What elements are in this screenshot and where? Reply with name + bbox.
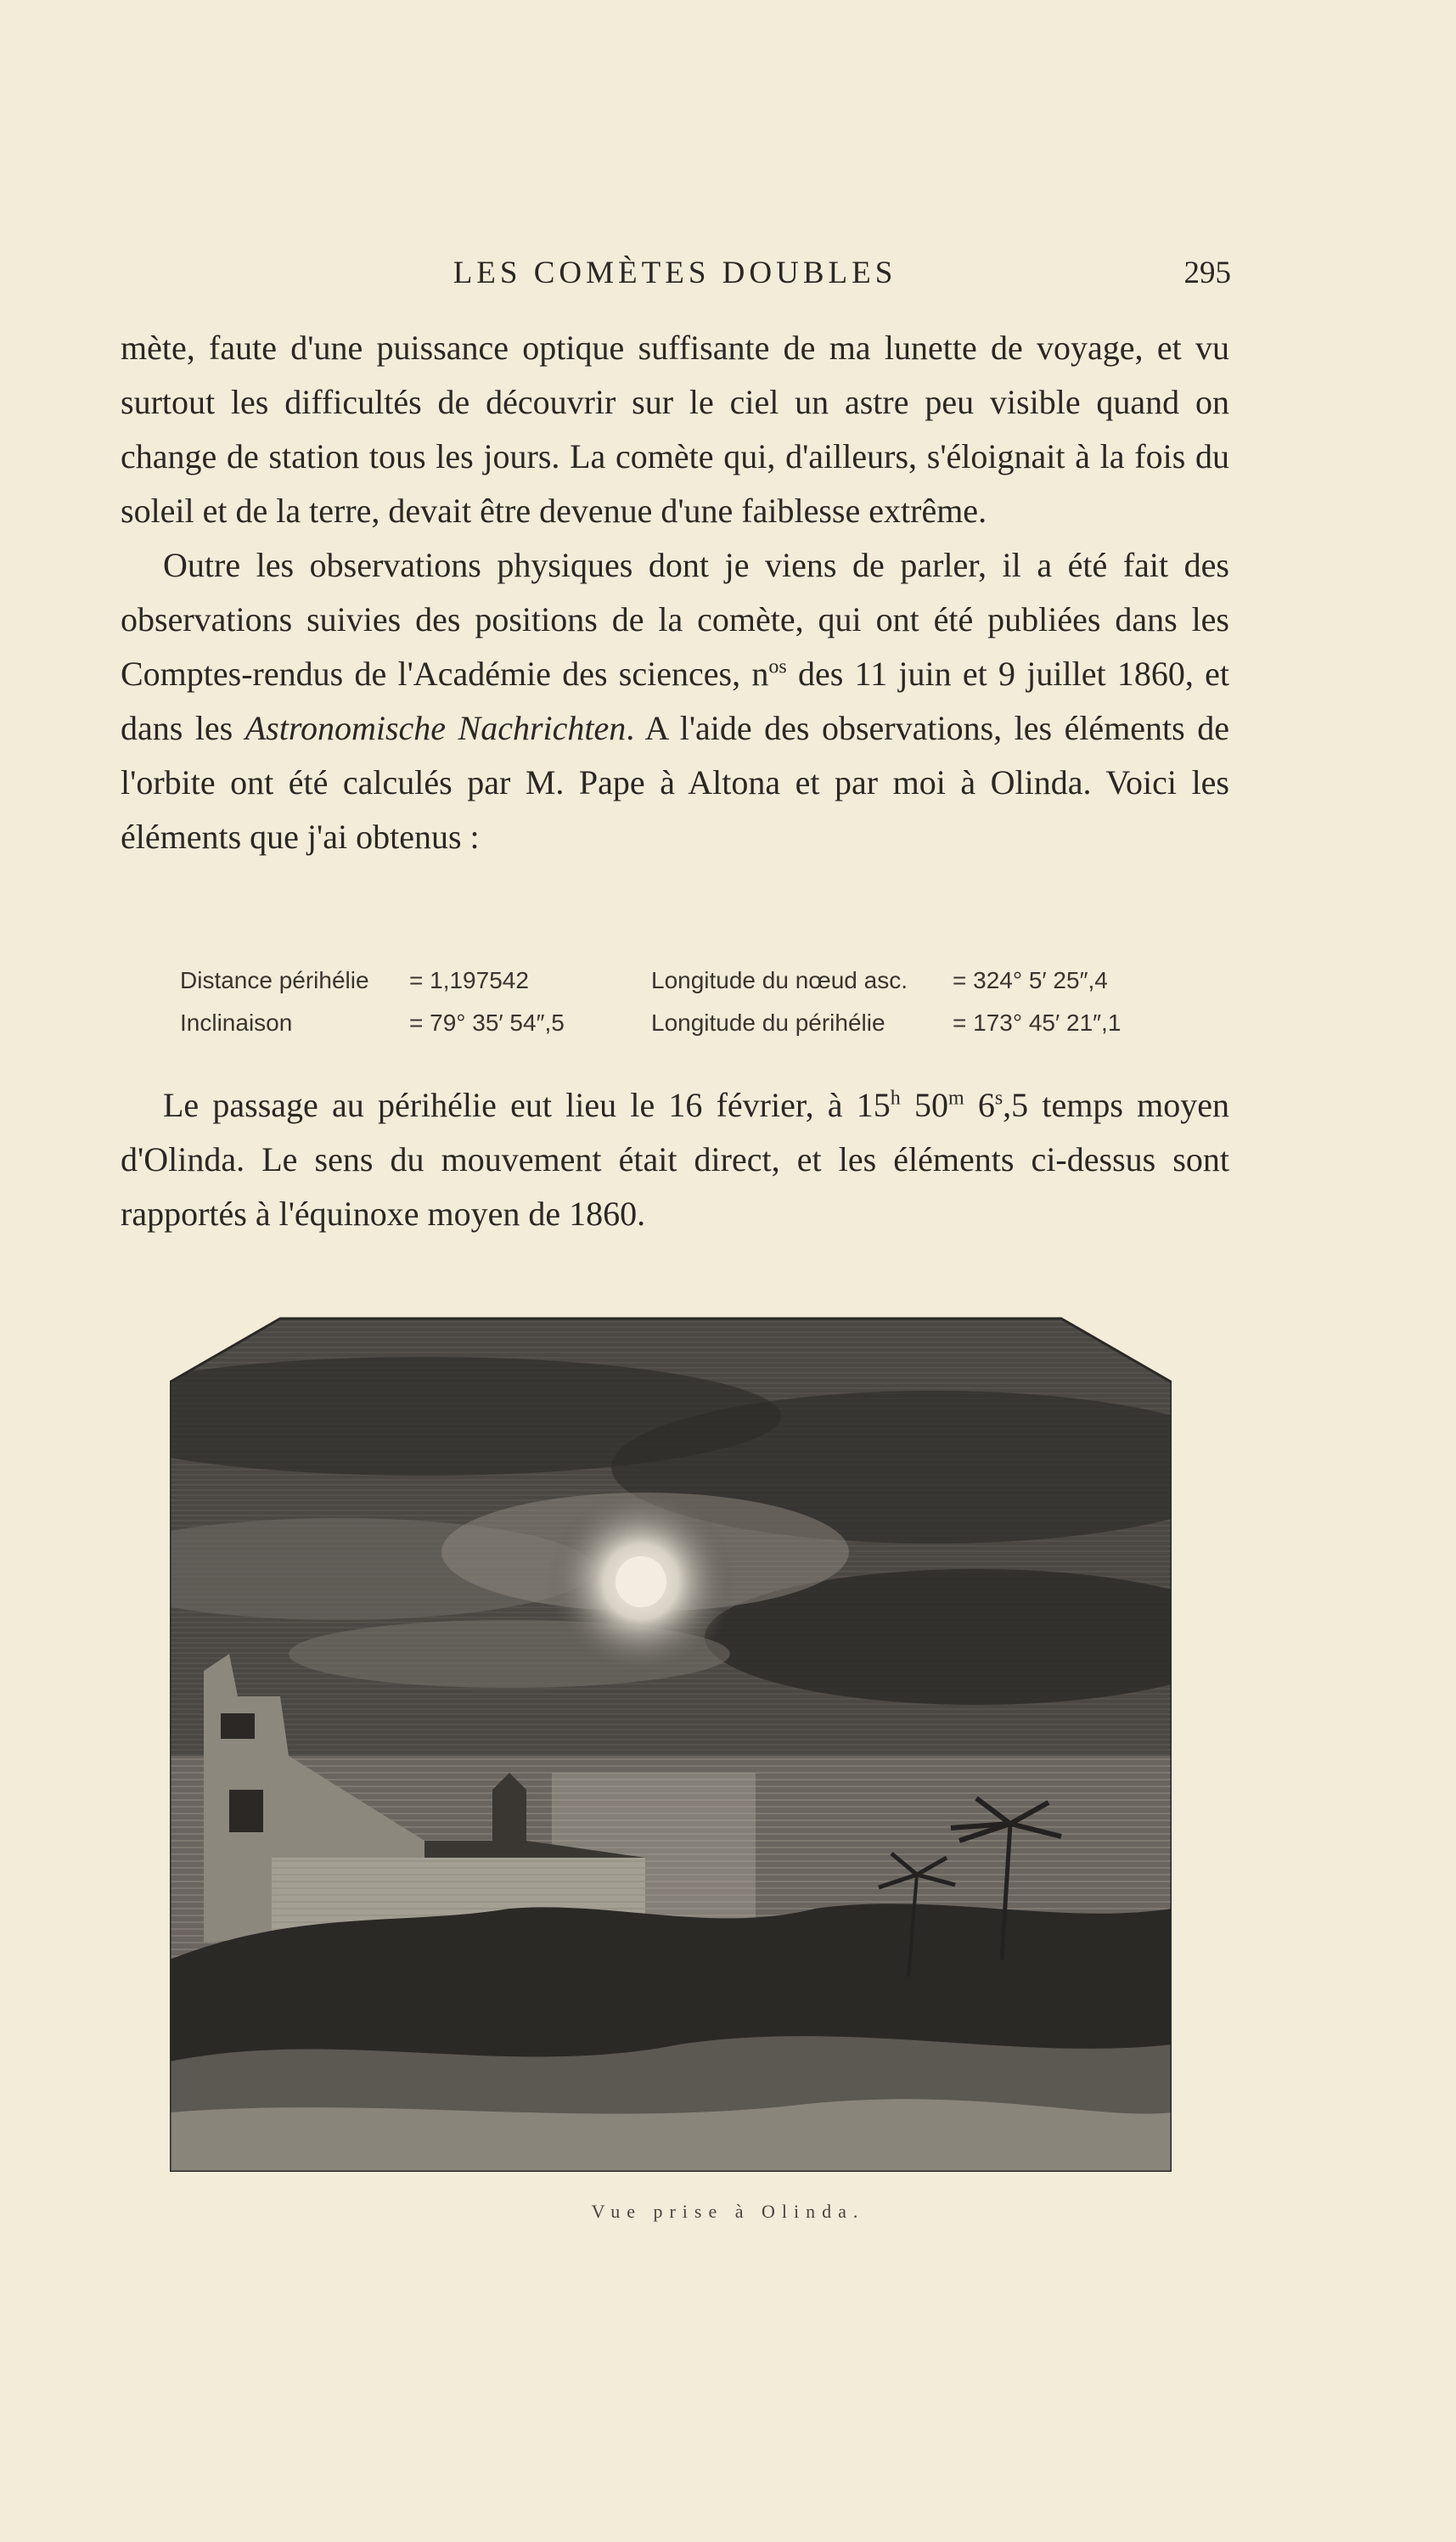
elements-row	[180, 1002, 1199, 1044]
running-title: LES COMÈTES DOUBLES	[453, 256, 897, 290]
element-label: Longitude du nœud asc.	[651, 967, 908, 993]
figure-caption: Vue prise à Olinda.	[591, 2201, 865, 2222]
element-label: Distance périhélie	[180, 967, 369, 993]
element-label: Inclinaison	[180, 1009, 293, 1036]
element-label: Longitude du périhélie	[651, 1009, 885, 1036]
para1-line: quand on change de station tous les jours. La comète qui, d'ailleurs,	[121, 383, 1229, 475]
para3-text-4: ,5 temps moyen d'Olinda. Le sens du mouvement était direct, et les éléments ci-dessus sont rapportés à l'équinoxe moyen de 1860.	[121, 1086, 1229, 1233]
engraving-illustration	[170, 1314, 1172, 2172]
orbital-elements-table	[180, 959, 1199, 1044]
para2-text-b: des 11 juin et 9 juillet 1860, et dans les	[121, 655, 1229, 747]
body-text	[121, 321, 1229, 864]
para2-text-a: Outre les observations physiques dont je viens de parler, il a été fait des observations suivies des positions de la comète, qui ont été publiées dans les Comptes-rendus de l'Académie des sciences, n	[121, 546, 1229, 693]
para3-text-1: Le passage au périhélie eut lieu le 16 février, à 15	[163, 1086, 891, 1124]
para1-line: faiblesse extrême.	[741, 492, 987, 530]
para3-text-3: 6	[964, 1086, 995, 1124]
journal-title: Astronomische Nachrichten	[245, 709, 627, 747]
paragraph-continuation	[121, 321, 1229, 538]
element-value: = 173° 45′ 21″,1	[953, 1009, 1122, 1036]
para1-line: et vu surtout les difficultés de découvrir sur le ciel un astre peu visible	[121, 329, 1230, 421]
running-head	[119, 255, 1231, 297]
page-number: 295	[1183, 256, 1231, 290]
element-value: = 79° 35′ 54″,5	[409, 1009, 565, 1036]
element-value: = 324° 5′ 25″,4	[953, 967, 1108, 993]
para1-line: mète, faute d'une puissance optique suffisante de ma lunette de voyage,	[121, 329, 1157, 367]
para2-sup: os	[768, 655, 787, 678]
para3-sup-m: m	[947, 1087, 964, 1110]
element-value: = 1,197542	[409, 967, 529, 993]
para1-line: s'éloignait à la fois du soleil et de la terre, devait être devenue d'une	[121, 437, 1229, 530]
para2-text-c: . A l'aide des observations, les éléments de l'orbite ont été calculés par M. Pape à Altona et par moi à Olinda. Voici les éléments que j'ai obtenus :	[121, 709, 1229, 856]
para3-text-2: 50	[900, 1086, 948, 1124]
elements-row	[180, 959, 1199, 1002]
para3-sup-h: h	[890, 1087, 901, 1110]
perihelion-text	[121, 1078, 1229, 1241]
para3-sup-s: s	[994, 1087, 1003, 1110]
paragraph-observations	[121, 538, 1229, 864]
paragraph-perihelion	[121, 1078, 1229, 1241]
